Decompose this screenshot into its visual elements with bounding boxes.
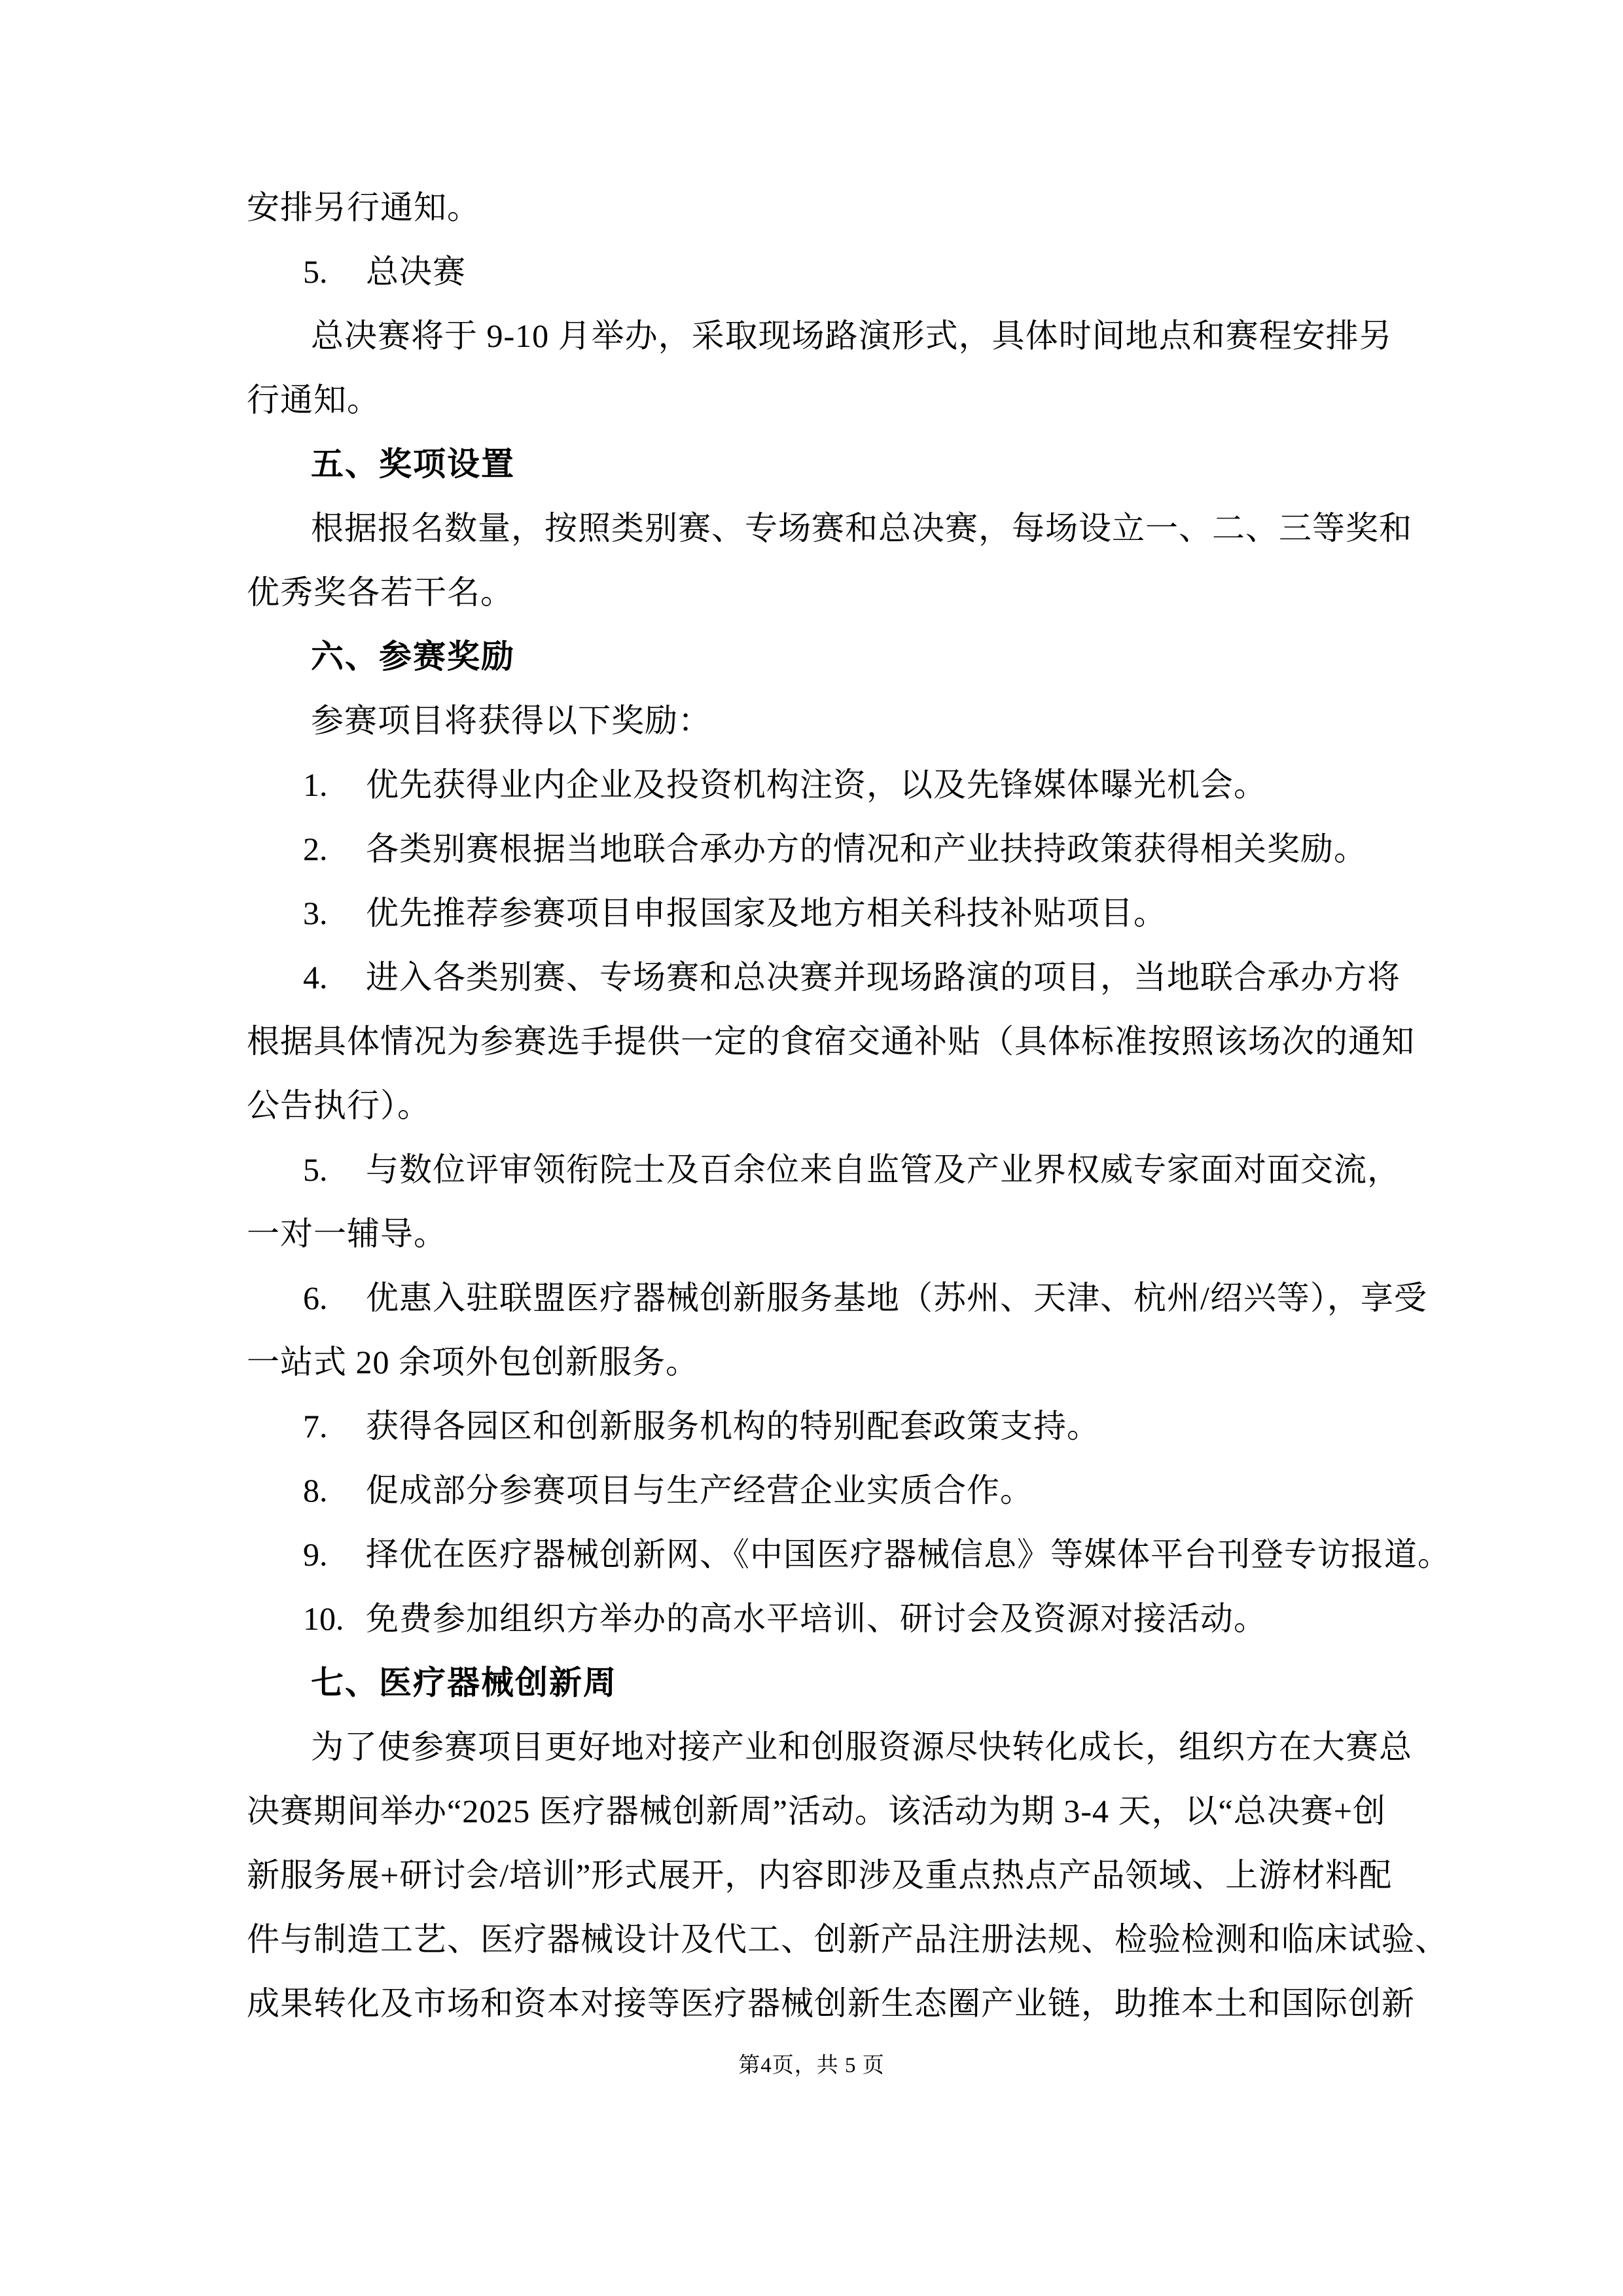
text-line: 行通知。 — [247, 382, 380, 418]
document-text-column — [247, 175, 1451, 2036]
text-line: 一对一辅导。 — [247, 1215, 447, 1252]
list-text: 优先获得业内企业及投资机构注资，以及先锋媒体曝光机会。 — [366, 766, 1267, 803]
list-text: 获得各园区和创新服务机构的特别配套政策支持。 — [366, 1408, 1100, 1444]
list-number: 5. — [303, 1151, 328, 1188]
list-number: 8. — [303, 1472, 328, 1509]
text-line — [247, 1458, 1376, 1522]
text-line: 优秀奖各若干名。 — [247, 574, 514, 611]
list-number: 5. — [303, 253, 328, 290]
list-number: 6. — [303, 1280, 328, 1316]
section-heading: 五、奖项设置 — [311, 445, 515, 483]
list-number: 2. — [303, 831, 328, 867]
text-line — [247, 1522, 1451, 1587]
text-line — [247, 881, 1376, 945]
text-line: 根据具体情况为参赛选手提供一定的食宿交通补贴（具体标准按照该场次的通知 — [247, 1023, 1415, 1060]
text-line: 一站式 20 余项外包创新服务。 — [247, 1344, 699, 1380]
list-number: 3. — [303, 895, 328, 931]
text-line: 成果转化及市场和资本对接等医疗器械创新生态圈产业链，助推本土和国际创新 — [247, 1985, 1415, 2022]
text-line — [247, 1138, 1400, 1202]
list-text: 促成部分参赛项目与生产经营企业实质合作。 — [366, 1472, 1033, 1509]
page-number-footer: 第4页，共 5 页 — [738, 2054, 885, 2077]
text-line — [247, 1394, 1376, 1458]
list-number: 1. — [303, 766, 328, 803]
text-line — [247, 817, 1376, 881]
section-heading: 七、医疗器械创新周 — [311, 1664, 617, 1702]
text-line — [247, 1266, 1427, 1330]
text-line: 公告执行）。 — [247, 1087, 431, 1124]
text-line: 决赛期间举办“2025 医疗器械创新周”活动。该活动为期 3-4 天，以“总决赛+创 — [247, 1793, 1386, 1829]
list-text: 优惠入驻联盟医疗器械创新服务基地（苏州、天津、杭州/绍兴等），享受 — [366, 1280, 1427, 1316]
list-text: 免费参加组织方举办的高水平培训、研讨会及资源对接活动。 — [366, 1600, 1267, 1637]
list-text: 择优在医疗器械创新网、《中国医疗器械信息》等媒体平台刊登专访报道。 — [366, 1536, 1451, 1573]
list-text: 进入各类别赛、专场赛和总决赛并现场路演的项目，当地联合承办方将 — [366, 959, 1400, 996]
text-line — [247, 1587, 1376, 1651]
text-line: 总决赛将于 9-10 月举办，采取现场路演形式，具体时间地点和赛程安排另 — [311, 317, 1393, 354]
text-line — [247, 753, 1376, 817]
list-text: 与数位评审领衔院士及百余位来自监管及产业界权威专家面对面交流， — [366, 1151, 1400, 1188]
text-line: 安排另行通知。 — [247, 189, 480, 226]
list-text: 总决赛 — [366, 253, 466, 290]
list-number: 9. — [303, 1536, 328, 1573]
text-line: 为了使参赛项目更好地对接产业和创服资源尽快转化成长，组织方在大赛总 — [311, 1729, 1412, 1765]
list-number: 10. — [303, 1600, 344, 1637]
list-number: 7. — [303, 1408, 328, 1444]
text-line: 件与制造工艺、医疗器械设计及代工、创新产品注册法规、检验检测和临床试验、 — [247, 1921, 1448, 1958]
list-number: 4. — [303, 959, 328, 996]
list-text: 各类别赛根据当地联合承办方的情况和产业扶持政策获得相关奖励。 — [366, 831, 1367, 867]
text-line: 根据报名数量，按照类别赛、专场赛和总决赛，每场设立一、二、三等奖和 — [311, 510, 1412, 547]
list-text: 优先推荐参赛项目申报国家及地方相关科技补贴项目。 — [366, 895, 1167, 931]
text-line: 新服务展+研讨会/培训”形式展开，内容即涉及重点热点产品领域、上游材料配 — [247, 1857, 1393, 1893]
text-line — [247, 945, 1400, 1009]
section-heading: 六、参赛奖励 — [311, 637, 515, 675]
text-line — [247, 240, 1376, 304]
text-line: 参赛项目将获得以下奖励： — [311, 702, 711, 739]
